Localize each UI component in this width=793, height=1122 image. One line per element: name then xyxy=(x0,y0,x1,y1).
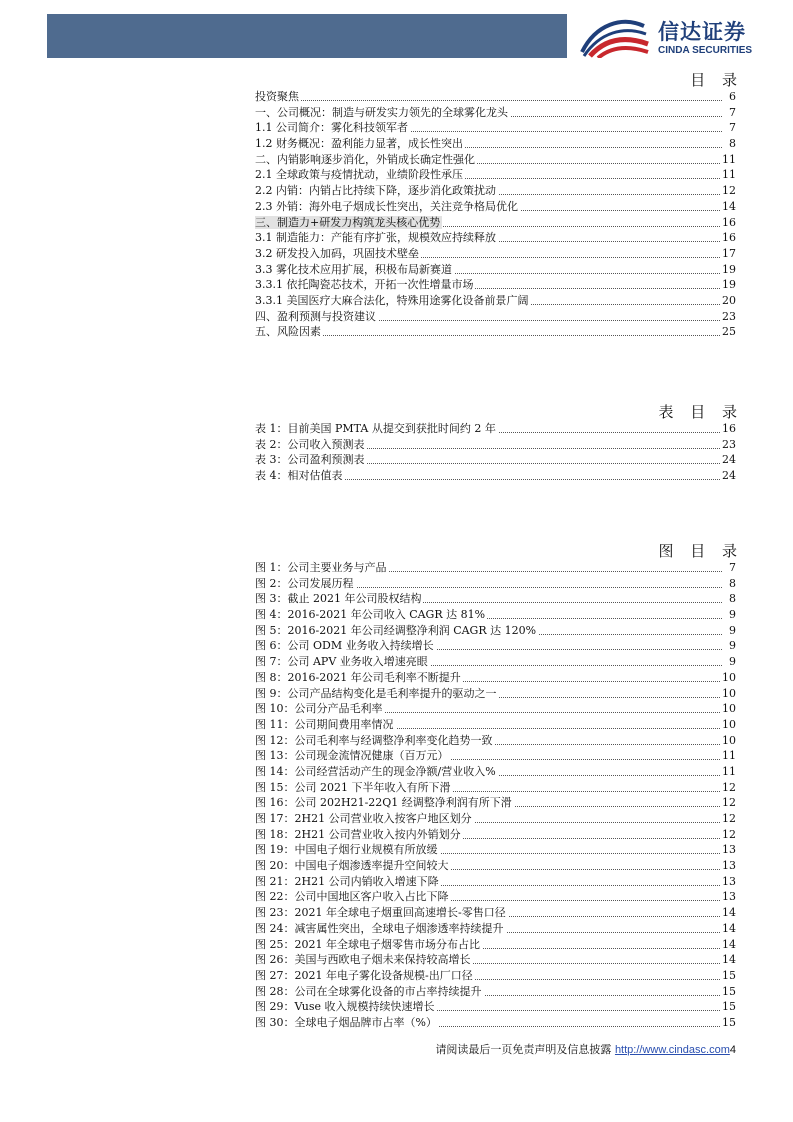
figures-entry-page: 10 xyxy=(722,702,736,716)
figures-entry[interactable] xyxy=(255,654,736,670)
toc-entry-page: 7 xyxy=(729,105,736,119)
figures-entry-title: 图 23：2021 年全球电子烟重回高速增长-零售口径 xyxy=(255,906,506,920)
tables-entry[interactable] xyxy=(255,437,736,453)
figures-entry-page: 14 xyxy=(722,906,736,920)
figures-entry[interactable] xyxy=(255,968,736,984)
figures-entry-title: 图 22：公司中国地区客户收入占比下降 xyxy=(255,890,449,904)
figures-entry[interactable] xyxy=(255,748,736,764)
toc-entry[interactable] xyxy=(255,152,736,168)
figures-entry-title: 图 18：2H21 公司营业收入按内外销划分 xyxy=(255,827,461,841)
figures-entry[interactable] xyxy=(255,560,736,576)
figures-entry-title: 图 21：2H21 公司内销收入增速下降 xyxy=(255,874,439,888)
figures-entry-title: 图 30：全球电子烟品牌市占率（%） xyxy=(255,1015,437,1029)
toc-entry-title: 二、内销影响逐步消化，外销成长确定性强化 xyxy=(255,152,475,166)
toc-entry[interactable] xyxy=(255,89,736,105)
figures-entry-title: 图 8：2016-2021 年公司毛利率不断提升 xyxy=(255,670,461,684)
figures-entry-title: 图 9：公司产品结构变化是毛利率提升的驱动之一 xyxy=(255,686,497,700)
figures-entry-page: 9 xyxy=(729,639,736,653)
figures-entry-page: 8 xyxy=(729,576,736,590)
toc-entry-page: 19 xyxy=(722,262,736,276)
figures-entry[interactable] xyxy=(255,638,736,654)
toc-entry[interactable] xyxy=(255,199,736,215)
toc-entry-page: 11 xyxy=(722,168,736,182)
figures-entry-page: 14 xyxy=(722,921,736,935)
tables-entry-title: 表 2：公司收入预测表 xyxy=(255,437,365,451)
figures-entry[interactable] xyxy=(255,984,736,1000)
footer-disclaimer: 请阅读最后一页免责声明及信息披露 xyxy=(435,1043,612,1056)
tables-title: 表 目 录 xyxy=(658,403,743,421)
toc-entry[interactable] xyxy=(255,293,736,309)
cinda-logo-icon xyxy=(578,14,650,58)
toc-title: 目 录 xyxy=(690,71,743,89)
figures-entry-title: 图 16：公司 202H21-22Q1 经调整净利润有所下滑 xyxy=(255,796,512,810)
toc-entry-title: 3.3.1 依托陶瓷芯技术，开拓一次性增量市场 xyxy=(255,278,474,292)
toc-entry-page: 25 xyxy=(722,325,736,339)
footer xyxy=(435,1041,736,1057)
figures-entry[interactable] xyxy=(255,795,736,811)
toc-entry-page: 19 xyxy=(722,278,736,292)
tables-entry-title: 表 4：相对估值表 xyxy=(255,469,343,483)
figures-entry-title: 图 3：截止 2021 年公司股权结构 xyxy=(255,592,422,606)
dot-leader xyxy=(255,335,722,336)
figures-entry-page: 12 xyxy=(722,812,736,825)
toc-entry-title: 2.1 全球政策与疫情扰动，业绩阶段性承压 xyxy=(255,168,463,182)
figures-entry-title: 图 10：公司分产品毛利率 xyxy=(255,702,383,716)
figures-entry[interactable] xyxy=(255,576,736,592)
figures-entry[interactable] xyxy=(255,780,736,796)
figures-entry-page: 8 xyxy=(729,592,736,606)
toc-entry-page: 6 xyxy=(729,90,736,103)
toc-entry-title: 1.2 财务概况：盈利能力显著，成长性突出 xyxy=(255,137,463,151)
toc-entry-page: 11 xyxy=(722,152,736,166)
figures-entry-title: 图 14：公司经营活动产生的现金净额/营业收入% xyxy=(255,764,496,778)
toc-entry-title: 2.2 内销：内销占比持续下降，逐步消化政策扰动 xyxy=(255,184,496,198)
toc-entry-page: 17 xyxy=(722,246,736,260)
figures-entry[interactable] xyxy=(255,591,736,607)
toc-entry-page: 7 xyxy=(729,121,736,135)
tables-list xyxy=(255,421,736,484)
figures-entry-page: 12 xyxy=(722,796,736,810)
toc-entry-title: 3.2 研发投入加码，巩固技术壁垒 xyxy=(255,246,419,260)
logo-text-cn: 信达证券 xyxy=(658,20,746,44)
toc-list xyxy=(255,89,736,340)
figures-entry[interactable] xyxy=(255,937,736,953)
figures-entry[interactable] xyxy=(255,889,736,905)
toc-entry[interactable] xyxy=(255,136,736,152)
figures-entry-title: 图 15：公司 2021 下半年收入有所下滑 xyxy=(255,780,451,794)
figures-entry-title: 图 29：Vuse 收入规模持续快速增长 xyxy=(255,1000,435,1014)
toc-entry[interactable] xyxy=(255,309,736,325)
tables-entry[interactable] xyxy=(255,452,736,468)
toc-entry[interactable] xyxy=(255,215,736,231)
toc-entry-title: 投资聚焦 xyxy=(255,90,299,103)
toc-entry[interactable] xyxy=(255,105,736,121)
figures-entry-page: 10 xyxy=(722,733,736,747)
figures-entry-page: 10 xyxy=(722,717,736,731)
toc-entry[interactable] xyxy=(255,230,736,246)
figures-entry-page: 15 xyxy=(722,1000,736,1014)
figures-entry-page: 10 xyxy=(722,686,736,700)
figures-entry-page: 13 xyxy=(722,890,736,904)
tables-entry[interactable] xyxy=(255,468,736,484)
figures-entry-title: 图 1：公司主要业务与产品 xyxy=(255,561,387,574)
figures-entry[interactable] xyxy=(255,858,736,874)
figures-entry[interactable] xyxy=(255,827,736,843)
figures-entry-title: 图 12：公司毛利率与经调整净利率变化趋势一致 xyxy=(255,733,493,747)
figures-entry-page: 13 xyxy=(722,874,736,888)
figures-entry[interactable] xyxy=(255,733,736,749)
figures-entry-page: 15 xyxy=(722,984,736,998)
toc-entry-title: 3.1 制造能力：产能有序扩张，规模效应持续释放 xyxy=(255,231,496,245)
toc-entry-title: 三、制造力+研发力构筑龙头核心优势 xyxy=(255,215,441,229)
footer-url-link[interactable]: http://www.cindasc.com xyxy=(614,1044,730,1056)
figures-entry[interactable] xyxy=(255,701,736,717)
figures-entry-title: 图 25：2021 年全球电子烟零售市场分布占比 xyxy=(255,937,480,951)
figures-entry[interactable] xyxy=(255,999,736,1015)
figures-entry-title: 图 19：中国电子烟行业规模有所放缓 xyxy=(255,843,438,857)
toc-entry[interactable] xyxy=(255,167,736,183)
figures-entry-page: 9 xyxy=(729,623,736,637)
toc-entry-title: 四、盈利预测与投资建议 xyxy=(255,309,376,323)
figures-entry-page: 13 xyxy=(722,859,736,873)
figures-entry-page: 15 xyxy=(722,1015,736,1029)
figures-entry-title: 图 24：减害属性突出，全球电子烟渗透率持续提升 xyxy=(255,921,504,935)
figures-entry[interactable] xyxy=(255,905,736,921)
figures-entry-title: 图 11：公司期间费用率情况 xyxy=(255,717,394,731)
toc-entry[interactable] xyxy=(255,246,736,262)
toc-entry-title: 3.3 雾化技术应用扩展，积极布局新赛道 xyxy=(255,262,452,276)
header-band xyxy=(47,14,567,58)
figures-entry[interactable] xyxy=(255,1015,736,1031)
toc-entry-page: 8 xyxy=(729,137,736,151)
figures-entry[interactable] xyxy=(255,874,736,890)
figures-entry-title: 图 7：公司 APV 业务收入增速亮眼 xyxy=(255,655,428,669)
toc-entry-title: 一、公司概况：制造与研发实力领先的全球雾化龙头 xyxy=(255,105,508,119)
tables-entry-page: 16 xyxy=(722,422,736,435)
tables-entry-title: 表 1：目前美国 PMTA 从提交到获批时间约 2 年 xyxy=(255,422,496,435)
tables-entry-page: 24 xyxy=(722,453,736,467)
figures-entry-page: 15 xyxy=(722,968,736,982)
figures-entry[interactable] xyxy=(255,921,736,937)
figures-entry[interactable] xyxy=(255,842,736,858)
figures-entry-title: 图 20：中国电子烟渗透率提升空间较大 xyxy=(255,859,449,873)
toc-entry-title: 1.1 公司简介：雾化科技领军者 xyxy=(255,121,408,135)
toc-entry-page: 20 xyxy=(722,293,736,307)
toc-entry-title: 3.3.1 美国医疗大麻合法化，特殊用途雾化设备前景广阔 xyxy=(255,293,529,307)
figures-entry-page: 11 xyxy=(722,749,736,763)
figures-entry-page: 7 xyxy=(729,561,736,574)
figures-entry[interactable] xyxy=(255,607,736,623)
figures-entry[interactable] xyxy=(255,670,736,686)
figures-entry-title: 图 2：公司发展历程 xyxy=(255,576,354,590)
figures-entry[interactable] xyxy=(255,717,736,733)
figures-entry-page: 12 xyxy=(722,780,736,794)
page-number: 4 xyxy=(729,1044,736,1056)
figures-entry[interactable] xyxy=(255,811,736,827)
figures-entry[interactable] xyxy=(255,764,736,780)
tables-entry[interactable] xyxy=(255,421,736,437)
figures-entry[interactable] xyxy=(255,952,736,968)
figures-entry-title: 图 5：2016-2021 年公司经调整净利润 CAGR 达 120% xyxy=(255,623,537,637)
figures-entry-page: 9 xyxy=(729,655,736,669)
figures-entry-title: 图 13：公司现金流情况健康（百万元） xyxy=(255,749,449,763)
tables-entry-page: 23 xyxy=(722,437,736,451)
toc-entry-page: 23 xyxy=(722,309,736,323)
toc-entry-page: 14 xyxy=(722,199,736,213)
figures-entry-page: 14 xyxy=(722,937,736,951)
figures-entry-title: 图 4：2016-2021 年公司收入 CAGR 达 81% xyxy=(255,608,486,622)
figures-entry-page: 12 xyxy=(722,827,736,841)
figures-entry-page: 11 xyxy=(722,764,736,778)
toc-entry[interactable] xyxy=(255,120,736,136)
logo-text-en: CINDA SECURITIES xyxy=(658,45,753,56)
figures-entry[interactable] xyxy=(255,623,736,639)
figures-entry-page: 10 xyxy=(722,670,736,684)
toc-entry-title: 五、风险因素 xyxy=(255,325,321,339)
figures-entry-title: 图 17：2H21 公司营业收入按客户地区划分 xyxy=(255,812,472,825)
dot-leader xyxy=(255,100,722,101)
figures-entry-page: 9 xyxy=(729,608,736,622)
toc-entry[interactable] xyxy=(255,277,736,293)
toc-entry[interactable] xyxy=(255,183,736,199)
figures-title: 图 目 录 xyxy=(658,542,743,560)
toc-entry-page: 16 xyxy=(722,231,736,245)
figures-entry-page: 14 xyxy=(722,953,736,967)
figures-entry-title: 图 26：美国与西欧电子烟未来保持较高增长 xyxy=(255,953,471,967)
figures-list xyxy=(255,560,736,1031)
toc-entry[interactable] xyxy=(255,262,736,278)
figures-entry-title: 图 27：2021 年电子雾化设备规模-出厂口径 xyxy=(255,968,473,982)
figures-entry-page: 13 xyxy=(722,843,736,857)
figures-entry[interactable] xyxy=(255,686,736,702)
toc-entry-page: 12 xyxy=(722,184,736,198)
logo xyxy=(578,14,778,58)
toc-entry[interactable] xyxy=(255,324,736,340)
tables-entry-page: 24 xyxy=(722,469,736,483)
figures-entry-title: 图 28：公司在全球雾化设备的市占率持续提升 xyxy=(255,984,482,998)
figures-entry-title: 图 6：公司 ODM 业务收入持续增长 xyxy=(255,639,434,653)
toc-entry-title: 2.3 外销：海外电子烟成长性突出，关注竞争格局优化 xyxy=(255,199,518,213)
tables-entry-title: 表 3：公司盈利预测表 xyxy=(255,453,365,467)
toc-entry-page: 16 xyxy=(722,215,736,229)
